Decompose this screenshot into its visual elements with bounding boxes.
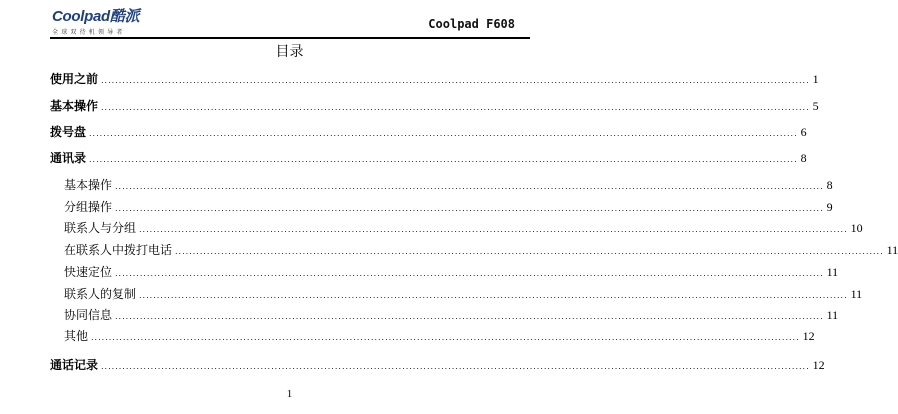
toc-subentry-copy-contacts[interactable] <box>64 286 863 304</box>
toc-leader-dots: ........................................................................................................................................................................................................ <box>175 247 884 256</box>
toc-entry-call-log[interactable] <box>50 357 825 375</box>
toc-entry-contacts[interactable] <box>50 150 807 168</box>
toc-entry-page: 11 <box>826 265 839 279</box>
page-header <box>0 0 579 44</box>
toc-entry-page: 12 <box>812 358 825 372</box>
toc-leader-dots: ........................................................................................................................................................................................................ <box>101 362 810 371</box>
toc-leader-dots: ........................................................................................................................................................................................................ <box>115 182 824 191</box>
toc-subentry-sync-info[interactable] <box>64 307 839 325</box>
toc-title: 目录 <box>275 44 304 60</box>
toc-entry-dialpad[interactable] <box>50 124 807 142</box>
toc-entry-page: 11 <box>826 308 839 322</box>
model-name: Coolpad F608 <box>428 17 515 31</box>
toc-entry-before-use[interactable] <box>50 71 819 89</box>
toc-subentry-contacts-and-groups[interactable] <box>64 220 863 238</box>
toc-entry-label: 基本操作 <box>50 99 99 113</box>
toc-entry-page: 11 <box>850 287 863 301</box>
toc-subentry-other[interactable] <box>64 328 815 346</box>
toc-entry-label: 分组操作 <box>64 200 113 214</box>
toc-subentry-group-operations[interactable] <box>64 199 833 217</box>
logo-text: Coolpad酷派 <box>52 8 140 25</box>
toc-subentry-quick-locate[interactable] <box>64 264 839 282</box>
toc-entry-page: 11 <box>886 243 898 257</box>
toc-leader-dots: ........................................................................................................................................................................................................ <box>89 155 798 164</box>
toc-entry-label: 基本操作 <box>64 178 113 192</box>
logo-tagline: 全球双待机领导者 <box>52 29 126 36</box>
toc-entry-label: 其他 <box>64 329 89 343</box>
toc-entry-label: 协同信息 <box>64 308 113 322</box>
toc-entry-page: 9 <box>826 200 833 214</box>
toc-entry-page: 12 <box>802 329 815 343</box>
toc-leader-dots: ........................................................................................................................................................................................................ <box>91 333 800 342</box>
toc-entry-basic-operations[interactable] <box>50 98 819 116</box>
toc-entry-page: 8 <box>800 151 807 165</box>
toc-entry-page: 6 <box>800 125 807 139</box>
toc-leader-dots: ........................................................................................................................................................................................................ <box>101 103 810 112</box>
toc-entry-label: 拨号盘 <box>50 125 87 139</box>
toc-entry-page: 5 <box>812 99 819 113</box>
toc-entry-label: 联系人与分组 <box>64 221 137 235</box>
toc-leader-dots: ........................................................................................................................................................................................................ <box>139 225 848 234</box>
toc-entry-page: 8 <box>826 178 833 192</box>
header-rule <box>50 37 530 39</box>
toc-subentry-call-from-contacts[interactable] <box>64 242 898 260</box>
toc-leader-dots: ........................................................................................................................................................................................................ <box>89 129 798 138</box>
coolpad-logo <box>52 9 139 36</box>
page-number: 1 <box>286 388 293 400</box>
toc-entry-label: 在联系人中拨打电话 <box>64 243 173 257</box>
toc-subentry-basic-operations[interactable] <box>64 177 833 195</box>
toc-entry-page: 10 <box>850 221 863 235</box>
toc-leader-dots: ........................................................................................................................................................................................................ <box>101 76 810 85</box>
toc-entry-label: 通讯录 <box>50 151 87 165</box>
toc-entry-page: 1 <box>812 72 819 86</box>
toc-leader-dots: ........................................................................................................................................................................................................ <box>115 269 824 278</box>
toc-leader-dots: ........................................................................................................................................................................................................ <box>139 291 848 300</box>
toc-entry-label: 使用之前 <box>50 72 99 86</box>
toc-leader-dots: ........................................................................................................................................................................................................ <box>115 312 824 321</box>
toc-leader-dots: ........................................................................................................................................................................................................ <box>115 204 824 213</box>
toc-entry-label: 通话记录 <box>50 358 99 372</box>
toc-entry-label: 联系人的复制 <box>64 287 137 301</box>
toc-entry-label: 快速定位 <box>64 265 113 279</box>
